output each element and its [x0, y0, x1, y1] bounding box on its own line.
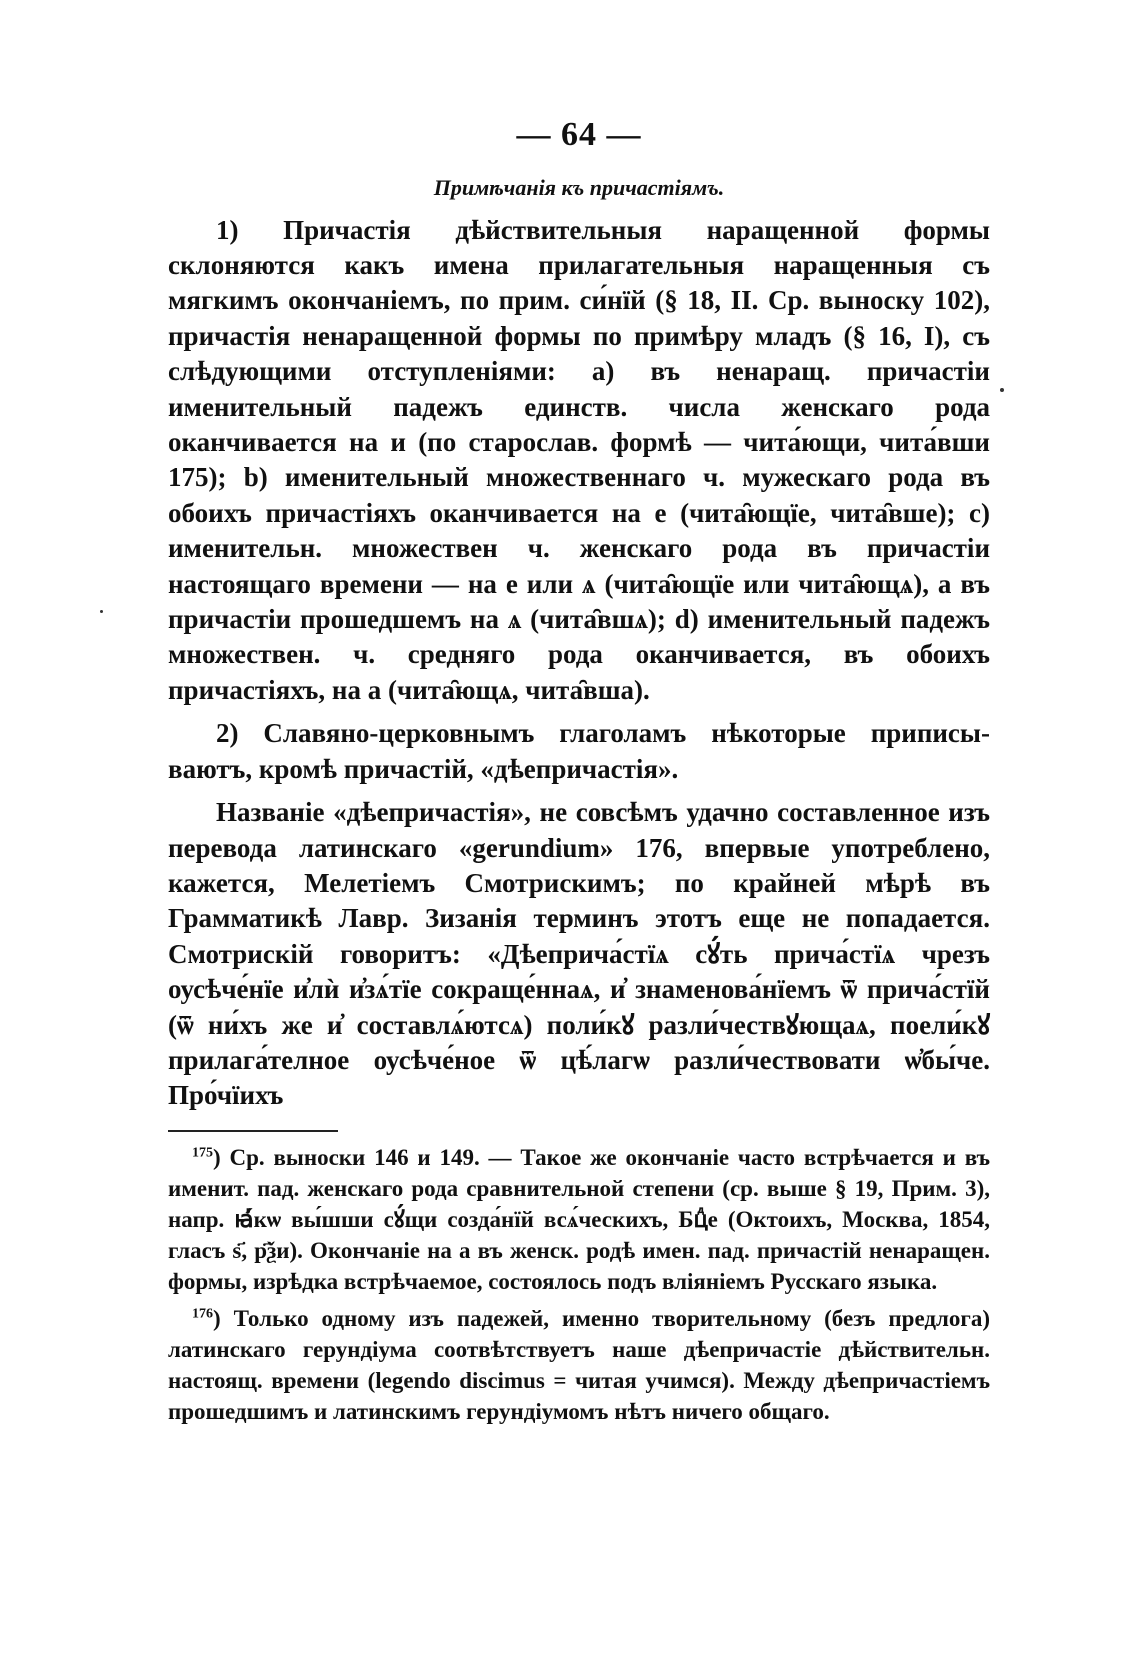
paragraph-1: 1) Причастія дѣйствительныя наращенной формы склоняются какъ имена прилагательныя наращенныя съ мягкимъ окончаніемъ, по прим. си́нїй (§ 18, II. Ср. выноску 102), причастія ненаращенной формы по примѣру младъ (§ 16, I), съ слѣдующими отступленіями: a) въ ненаращ. причастіи именительный падежъ единств. числа женскаго рода оканчивается на и (по старослав. формѣ — чита́ющи, чита́вши 175); b) именительный множественнаго ч. мужескаго рода въ обоихъ причастіяхъ оканчивается на е (чита̑ющїе, чита̑вше); c) именительн. множествен ч. женскаго рода въ причастіи настоящаго времени — на е или ѧ (чита̑ющїе или чита̑ющѧ), а въ причастіи прошедшемъ на ѧ (чита̑вшѧ); d) именительный падежъ множествен. ч. средняго рода оканчивается, въ обоихъ причастіяхъ, на а (чита̑ющѧ, чита̑вша). — [168, 214, 990, 705]
footnote-175 — [168, 1142, 990, 1297]
book-page — [168, 118, 990, 1433]
print-speck — [1000, 388, 1004, 392]
footnote-text: ) Ср. выноски 146 и 149. — Такое же окончаніе часто встрѣчается и въ именит. пад. женскаго рода сравнительной степени (ср. выше § 19, Прим. 3), напр. ꙗ҆́кѡ вы́шши сꙋ́щи созда́нїй всѧ́ческихъ, Бцⷣе (Октоихъ, Москва, 1854, гласъ ѕ҃, р҃ѯи). Окончаніе на а въ женск. родѣ имен. пад. причастій ненаращен. формы, изрѣдка встрѣчаемое, состоялось подъ вліяніемъ Русскаго языка. — [168, 1144, 990, 1294]
footnote-divider — [168, 1130, 338, 1132]
section-heading: Примѣчанія къ причастіямъ. — [433, 175, 725, 200]
footnote-mark: 175 — [192, 1145, 213, 1161]
print-speck — [100, 610, 103, 613]
footnote-176 — [168, 1303, 990, 1427]
footnote-text: ) Только одному изъ падежей, именно творительному (безъ предлога) латинскаго герундіума соотвѣтствуетъ наше дѣепричастіе дѣйствительн. настоящ. времени (legendo discimus = читая учимся). Между дѣепричастіемъ прошедшимъ и латинскимъ герундіумомъ нѣтъ ничего общаго. — [168, 1305, 990, 1424]
page-number: — 64 — — [516, 116, 642, 153]
paragraph-2: 2) Славяно-церковнымъ глаголамъ нѣкоторые приписываютъ, кромѣ причастій, «дѣепричастія». — [168, 718, 990, 784]
footnote-mark: 176 — [192, 1306, 213, 1322]
paragraph-3: Названіе «дѣепричастія», не совсѣмъ удачно составленное изъ перевода латинскаго «gerundium» 176, впервые употреблено, кажется, Мелетіемъ Смотрискимъ; по крайней мѣрѣ въ Грамматикѣ Лавр. Зизанія терминъ этотъ еще не попадается. Смотрискій говоритъ: «Дѣеприча́стїѧ сꙋ́ть прича́стїѧ чрезъ оусѣче́нїе и҆лѝ и҆зѧ́тїе сокраще́ннаѧ, и҆ знаменова́нїемъ ѿ прича́стїй (ѿ ни́хъ же и҆ составлѧ́ютсѧ) поли́кꙋ разли́чествꙋющаѧ, поели́кꙋ прилага́телное оусѣче́ное ѿ цѣ́лагѡ разли́чествовати ѡ҆бы́че. Про́чїихъ — [168, 797, 990, 1111]
